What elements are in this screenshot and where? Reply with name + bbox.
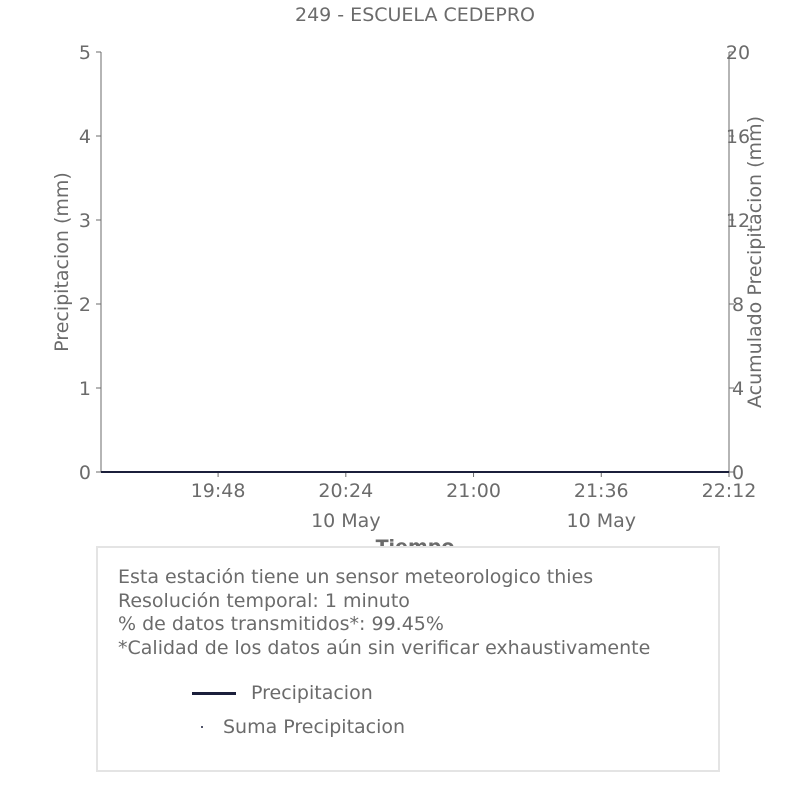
y-tick-label: 4 (78, 126, 91, 148)
x-date-label: 10 May (566, 510, 637, 532)
x-tick-label: 22:12 (701, 480, 757, 502)
legend-label-precipitacion: Precipitacion (251, 682, 373, 704)
y-tick-label: 2 (78, 294, 91, 316)
info-line-transmitted: % de datos transmitidos*: 99.45% (118, 613, 444, 635)
y-tick-label: 3 (78, 210, 91, 232)
line-swatch-icon (192, 692, 236, 695)
x-tick-label: 20:24 (318, 480, 374, 502)
y-tick-label: 1 (78, 378, 91, 400)
y2-axis-label: Acumulado Precipitacion (mm) (744, 116, 766, 408)
y2-tick-label: 4 (731, 378, 745, 400)
x-tick-label: 21:36 (573, 480, 629, 502)
y-axis-label: Precipitacion (mm) (51, 172, 73, 352)
chart-axes (79, 42, 756, 532)
info-line-quality-note: *Calidad de los datos aún sin verificar exhaustivamente (118, 636, 651, 659)
x-date-label: 10 May (311, 510, 381, 532)
legend-label-suma-precipitacion: Suma Precipitacion (223, 716, 406, 738)
dot-marker-icon (201, 726, 203, 728)
legend-item-suma-precipitacion[interactable] (187, 716, 405, 738)
y2-tick-label: 0 (731, 462, 745, 484)
info-line-resolution: Resolución temporal: 1 minuto (118, 589, 410, 612)
chart-title: 249 - ESCUELA CEDEPRO (294, 4, 536, 26)
station-info-text (118, 566, 650, 660)
y2-tick-label: 8 (731, 294, 745, 316)
station-info-box (96, 546, 720, 772)
y-tick-label: 0 (78, 462, 91, 484)
x-tick-label: 19:48 (190, 480, 246, 502)
y2-tick-label: 20 (725, 42, 751, 64)
legend-item-precipitacion[interactable] (192, 682, 373, 704)
y2-tick-label: 12 (725, 210, 751, 232)
y-tick-label: 5 (78, 42, 91, 64)
y2-tick-label: 16 (725, 126, 751, 148)
x-tick-label: 21:00 (446, 480, 501, 502)
info-line-sensor: Esta estación tiene un sensor meteorologico thies (118, 566, 594, 588)
